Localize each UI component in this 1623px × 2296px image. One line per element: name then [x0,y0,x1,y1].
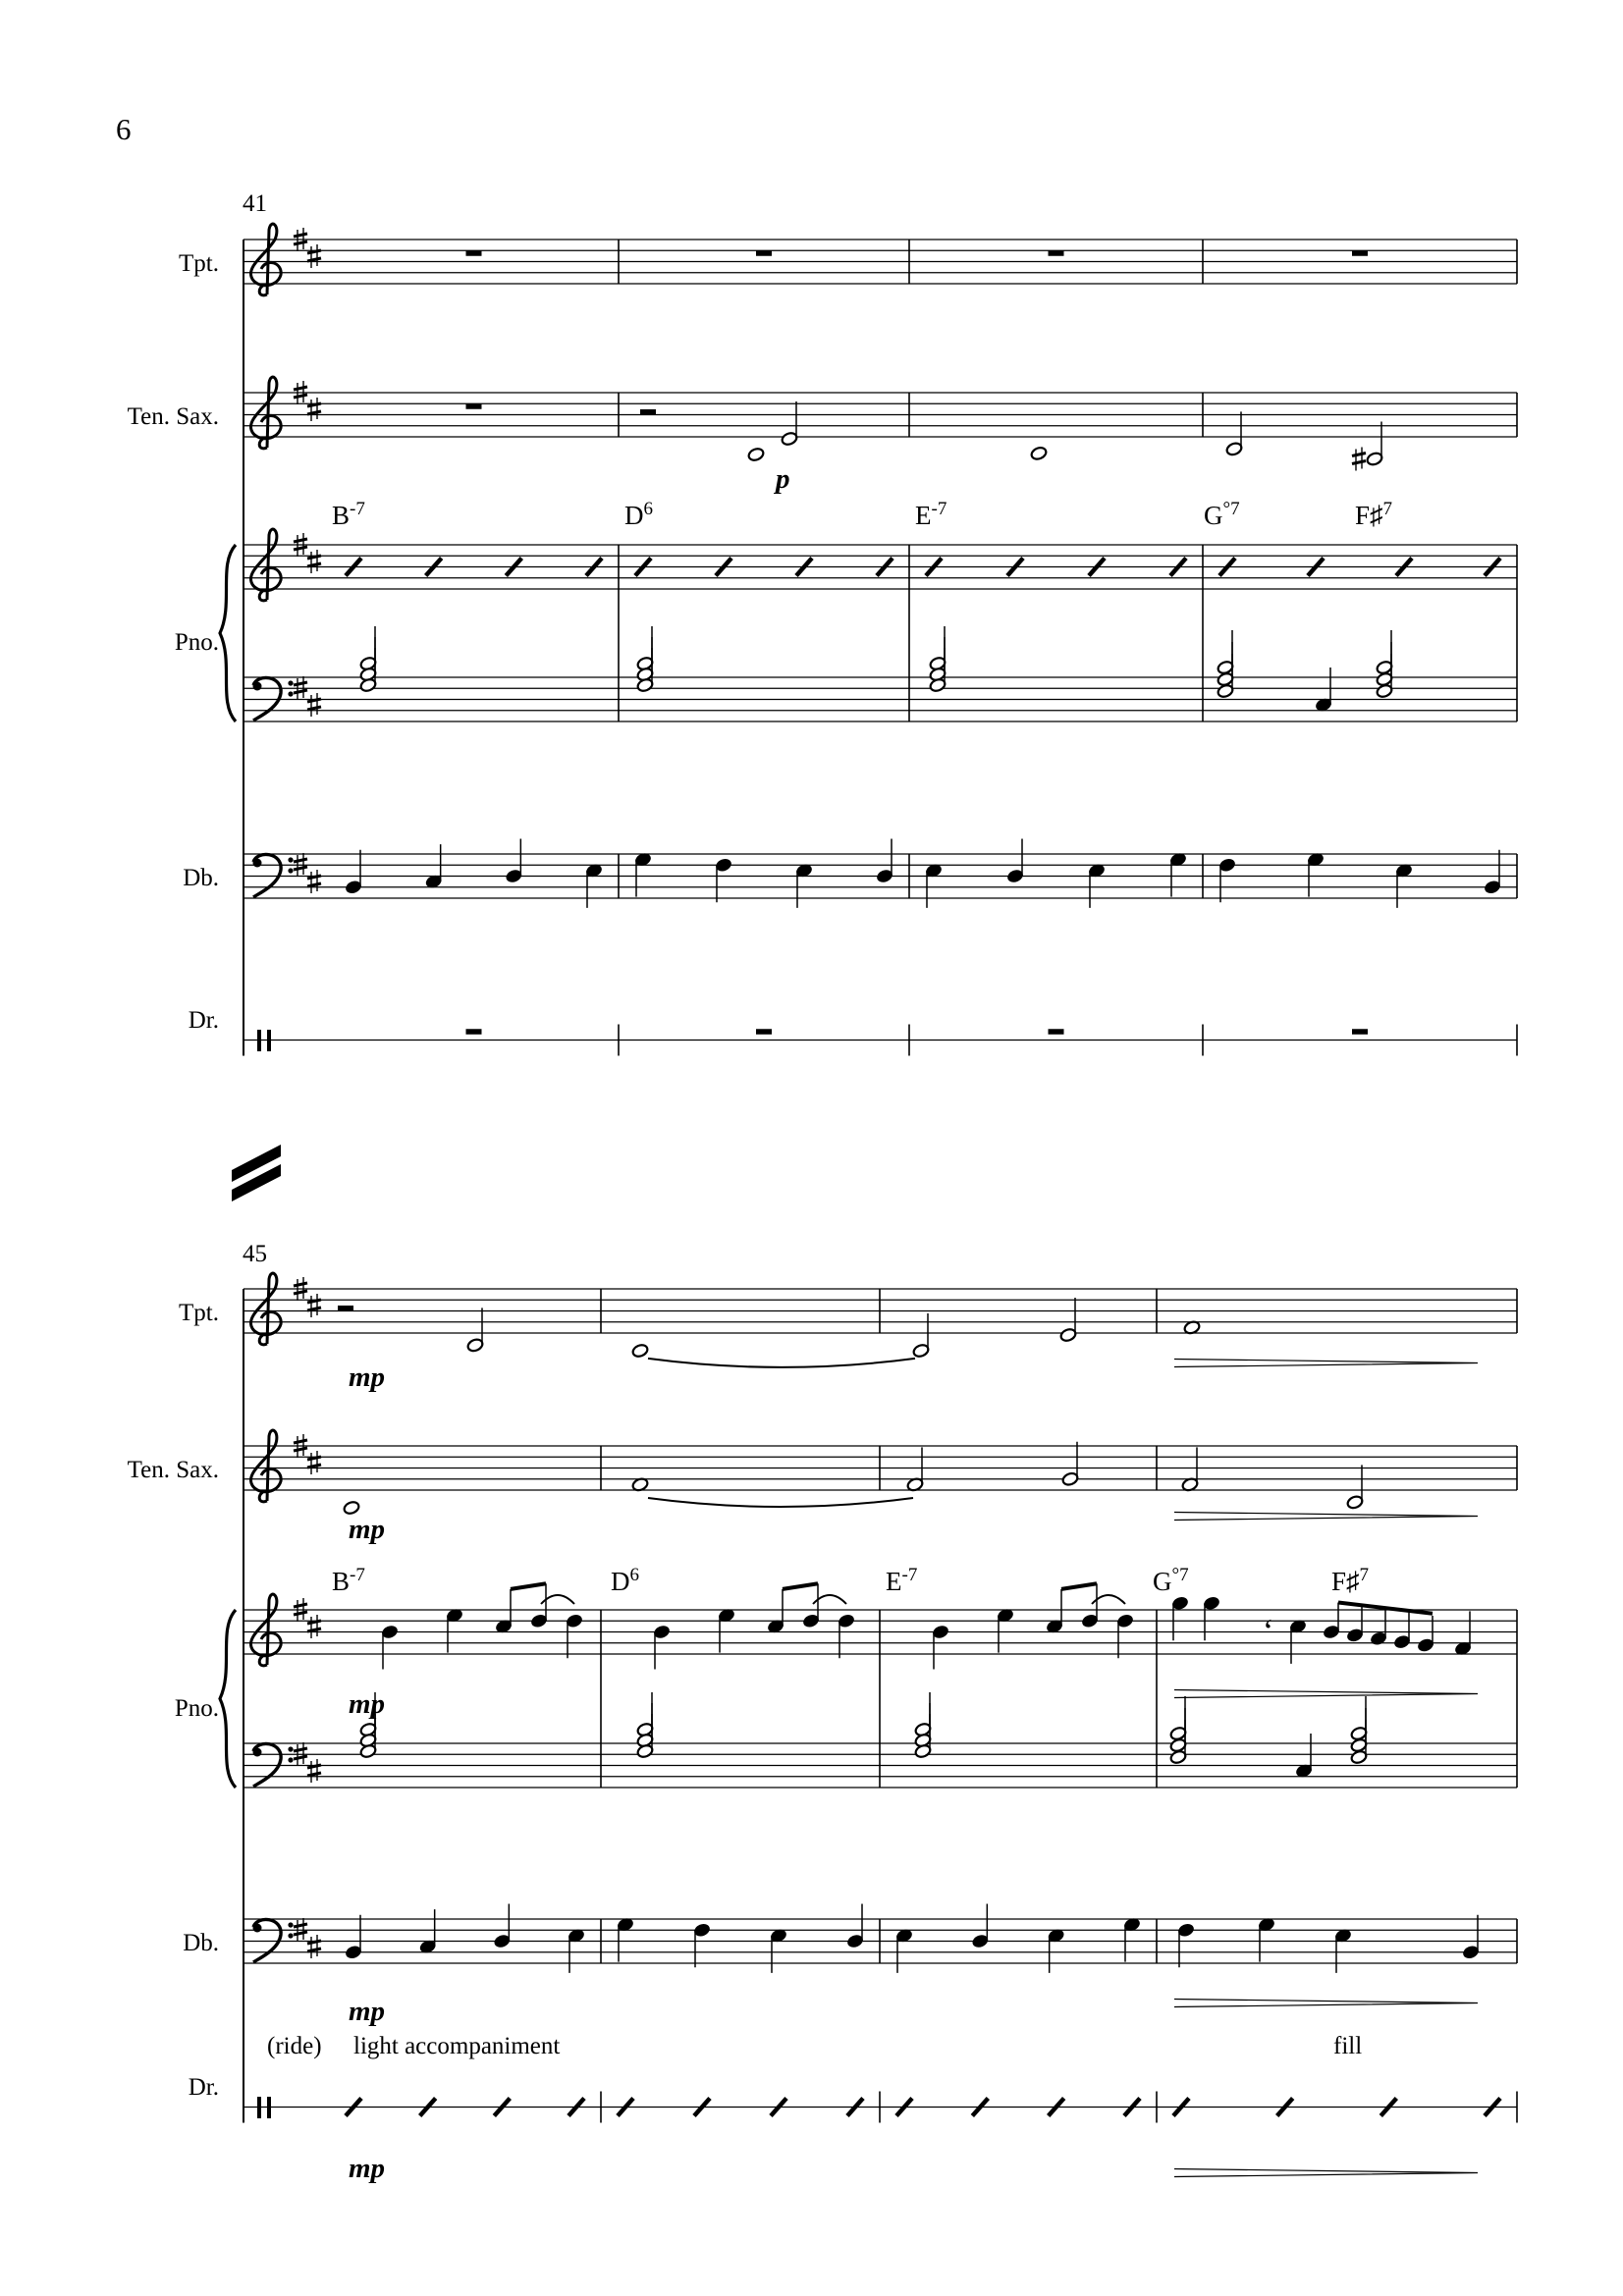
percussion-clef [257,1030,261,1051]
system-2 [128,1241,1517,2184]
lh-chord [914,1692,932,1759]
lh-chord [1217,630,1234,699]
chord-quality: -7 [350,499,365,519]
chord-symbol [915,499,947,530]
chord-symbol [611,1565,639,1596]
system-1 [128,190,1517,1056]
lh-chord [929,626,947,693]
beam [783,1583,818,1589]
chord-root: D [611,1567,630,1596]
chord-quality: °7 [1171,1565,1189,1585]
bass-clef-dot [288,1933,293,1938]
chord-quality: -7 [901,1565,918,1585]
lh-chord [1376,630,1393,699]
chord-symbol [1355,499,1392,530]
lh-chord [636,1692,654,1759]
dynamic-mp: mp [349,1514,386,1545]
chord-quality: 6 [643,499,653,519]
text-mark: (ride) [267,2033,322,2059]
chord-root: F♯ [1355,501,1383,530]
instrument-label-tpt: Tpt. [179,250,219,277]
percussion-clef [267,1030,271,1051]
sharp [1352,448,1366,471]
tie [648,1498,913,1507]
dynamic-mp: mp [349,2153,386,2184]
hairpin [1174,1513,1478,1521]
chord-symbol [1153,1565,1189,1596]
chord-symbol [624,499,653,530]
notehead [631,1343,649,1359]
lh-chord [359,626,377,693]
whole-rest [1352,1029,1368,1035]
bass-clef-dot [288,868,293,873]
chord-symbol [886,1565,917,1596]
eighth-rest: ‘ [1263,1613,1274,1650]
sharp [307,550,321,573]
staff-sax [243,393,1517,437]
treble-clef [250,224,281,295]
whole-rest [1352,250,1368,256]
sharp [307,1451,321,1474]
chord-root: G [1204,501,1223,530]
bass-clef-dot [288,1922,293,1927]
sharp [307,1759,321,1783]
dynamic-mp: mp [349,1996,386,2027]
half-rest [338,1306,353,1311]
instrument-label-tpt: Tpt. [179,1300,219,1326]
sharp [307,1294,321,1317]
chord-quality: -7 [931,499,947,519]
piano-brace [220,545,236,721]
hairpin [1174,2169,1478,2177]
page-number: 6 [116,112,132,146]
system-separator [232,1145,281,1201]
whole-rest [466,250,482,256]
text-mark: light accompaniment [353,2033,561,2059]
chord-symbol [332,1565,365,1596]
measure-number: 41 [243,190,267,217]
lh-chord [636,626,654,693]
notehead [747,447,765,462]
dynamic-p: p [776,463,790,495]
text-mark: fill [1333,2033,1363,2059]
percussion-clef [267,2097,271,2118]
hairpin [1174,2000,1478,2007]
whole-rest [756,250,772,256]
chord-quality: 7 [1382,499,1393,519]
lh-chord [1169,1696,1187,1765]
instrument-label-tensax: Ten. Sax. [127,1457,219,1483]
chord-root: E [886,1567,902,1596]
hairpin [1174,1360,1478,1367]
whole-rest [1049,250,1064,256]
sharp [307,398,321,421]
lh-chord [1350,1696,1368,1765]
treble-clef [250,1273,281,1345]
sharp [307,244,321,268]
dynamic-mp: mp [349,1688,386,1720]
whole-rest [756,1029,772,1035]
chord-symbol [1331,1565,1369,1596]
sharp [307,1615,321,1638]
bass-clef-dot [288,680,293,685]
whole-rest [466,403,482,409]
chord-quality: 7 [1359,1565,1370,1585]
instrument-label-pno: Pno. [174,629,219,656]
bass-clef-dot [253,859,262,868]
instrument-label-db: Db. [183,1930,219,1956]
chord-root: D [624,501,644,530]
bass-clef-dot [253,682,262,691]
half-rest [640,409,656,415]
bass-clef-dot [288,857,293,862]
sharp [307,693,321,717]
instrument-label-dr: Dr. [188,1007,219,1034]
bass-clef-dot [288,691,293,696]
treble-clef [250,1430,281,1502]
treble-clef [250,377,281,449]
sharp [307,870,321,893]
instrument-label-db: Db. [183,865,219,891]
notehead [1030,446,1048,461]
whole-rest [1049,1029,1064,1035]
chord-quality: °7 [1222,499,1240,519]
bass-clef-dot [253,1748,262,1757]
dynamic-mp: mp [349,1362,386,1393]
staff-tpt [243,240,1517,284]
piano-brace [220,1610,236,1788]
bass-clef-dot [253,1924,262,1933]
tie [648,1359,915,1367]
beam [511,1583,546,1589]
instrument-label-tensax: Ten. Sax. [127,403,219,430]
instrument-label-pno: Pno. [174,1695,219,1722]
chord-symbol [332,499,365,530]
chord-root: G [1153,1567,1172,1596]
chord-quality: 6 [629,1565,639,1585]
whole-rest [466,1029,482,1035]
measure-number: 45 [243,1241,267,1267]
chord-quality: -7 [350,1565,365,1585]
chord-root: E [915,501,932,530]
beam [1061,1583,1097,1589]
treble-clef [250,529,281,601]
hairpin [1174,1690,1478,1698]
bass-clef-dot [288,1757,293,1762]
bass-clef-dot [288,1746,293,1751]
chord-root: B [332,1567,351,1596]
chord-symbol [1204,499,1240,530]
chord-root: F♯ [1331,1567,1360,1596]
percussion-clef [257,2097,261,2118]
sharp [307,1935,321,1958]
treble-clef [250,1594,281,1666]
chord-root: B [332,501,351,530]
instrument-label-dr: Dr. [188,2074,219,2101]
